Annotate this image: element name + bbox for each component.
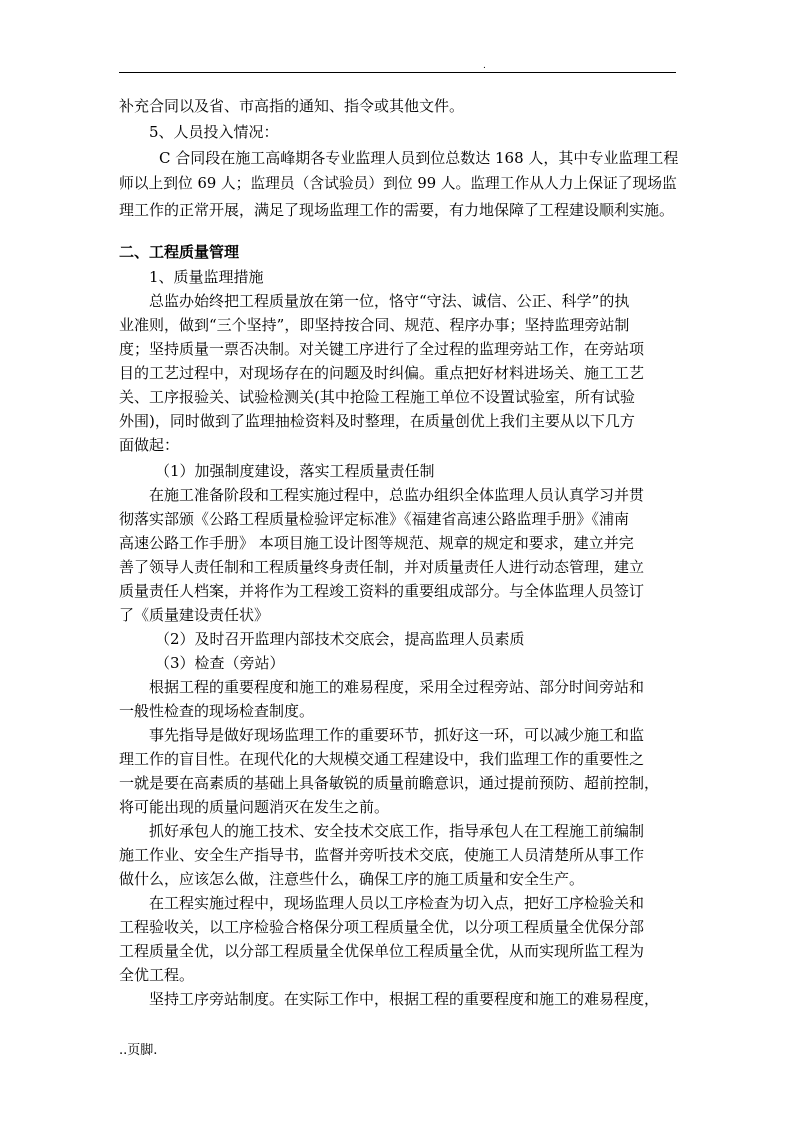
section-heading-quality-management: 二、工程质量管理 [119, 243, 240, 261]
paragraph-line: 质量责任人档案，并将作为工程竣工资料的重要组成部分。与全体监理人员签订 [119, 582, 645, 600]
paragraph-line: 目的工艺过程中，对现场存在的问题及时纠偏。重点把好材料进场关、施工工艺 [119, 364, 645, 382]
paragraph-line: 工程验收关，以工序检验合格保分项工程质量全优，以分项工程质量全优保分部 [119, 918, 645, 936]
paragraph-line: 在施工准备阶段和工程实施过程中，总监办组织全体监理人员认真学习并贯 [149, 486, 645, 504]
page-footer: ..页脚. [119, 1043, 158, 1058]
paragraph-line: 补充合同以及省、市高指的通知、指令或其他文件。 [119, 97, 465, 115]
subsection-heading: （1）加强制度建设，落实工程质量责任制 [155, 462, 435, 480]
paragraph-line: 事先指导是做好现场监理工作的重要环节，抓好这一环，可以减少施工和监 [149, 726, 645, 744]
subsection-heading: （2）及时召开监理内部技术交底会，提高监理人员素质 [155, 630, 525, 648]
paragraph-line: 一就是要在高素质的基础上具备敏锐的质量前瞻意识，通过提前预防、超前控制， [119, 774, 660, 792]
paragraph-line: 全优工程。 [119, 966, 195, 984]
paragraph-line: 抓好承包人的施工技术、安全技术交底工作，指导承包人在工程施工前编制 [149, 822, 645, 840]
paragraph-line: C 合同段在施工高峰期各专业监理人员到位总数达 168 人，其中专业监理工程 [159, 149, 679, 167]
paragraph-line: 将可能出现的质量问题消灭在发生之前。 [119, 798, 390, 816]
paragraph-line: 彻落实部颁《公路工程质量检验评定标准》《福建省高速公路监理手册》《浦南 [119, 510, 630, 528]
section-item-staffing: 5、人员投入情况： [149, 123, 279, 141]
paragraph-line: 根据工程的重要程度和施工的难易程度，采用全过程旁站、部分时间旁站和 [149, 678, 645, 696]
paragraph-line: 了《质量建设责任状》 [119, 606, 270, 624]
subsection-heading: （3）检查（旁站） [155, 654, 285, 672]
paragraph-line: 工程质量全优，以分部工程质量全优保单位工程质量全优，从而实现所监工程为 [119, 942, 645, 960]
paragraph-line: 善了领导人责任制和工程质量终身责任制，并对质量责任人进行动态管理，建立 [119, 558, 645, 576]
header-mark: . [483, 61, 486, 71]
paragraph-line: 面做起： [119, 436, 180, 454]
paragraph-line: 理工作的盲目性。在现代化的大规模交通工程建设中，我们监理工作的重要性之 [119, 750, 645, 768]
subsection-heading: 1、质量监理措施 [149, 268, 264, 286]
paragraph-line: 业准则，做到“三个坚持”，即坚持按合同、规范、程序办事；坚持监理旁站制 [119, 316, 630, 334]
paragraph-line: 外围)，同时做到了监理抽检资料及时整理，在质量创优上我们主要从以下几方 [119, 412, 635, 430]
paragraph-line: 理工作的正常开展，满足了现场监理工作的需要，有力地保障了工程建设顺利实施。 [119, 201, 675, 219]
paragraph-line: 度；坚持质量一票否决制。对关键工序进行了全过程的监理旁站工作，在旁站项 [119, 340, 645, 358]
paragraph-line: 做什么，应该怎么做，注意些什么，确保工序的施工质量和安全生产。 [119, 870, 585, 888]
paragraph-line: 高速公路工作手册》 本项目施工设计图等规范、规章的规定和要求，建立并完 [119, 534, 634, 552]
header-rule [119, 72, 676, 73]
paragraph-line: 施工作业、安全生产指导书，监督并旁听技术交底，使施工人员清楚所从事工作 [119, 846, 645, 864]
paragraph-line: 总监办始终把工程质量放在第一位，恪守“守法、诚信、公正、科学”的执 [149, 292, 630, 310]
paragraph-line: 坚持工序旁站制度。在实际工作中，根据工程的重要程度和施工的难易程度， [149, 990, 660, 1008]
paragraph-line: 在工程实施过程中，现场监理人员以工序检查为切入点，把好工序检验关和 [149, 894, 645, 912]
paragraph-line: 关、工序报验关、试验检测关(其中抢险工程施工单位不设置试验室，所有试验 [119, 388, 635, 406]
paragraph-line: 师以上到位 69 人；监理员（含试验员）到位 99 人。监理工作从人力上保证了现场监 [119, 175, 677, 192]
paragraph-line: 一般性检查的现场检查制度。 [119, 702, 315, 720]
